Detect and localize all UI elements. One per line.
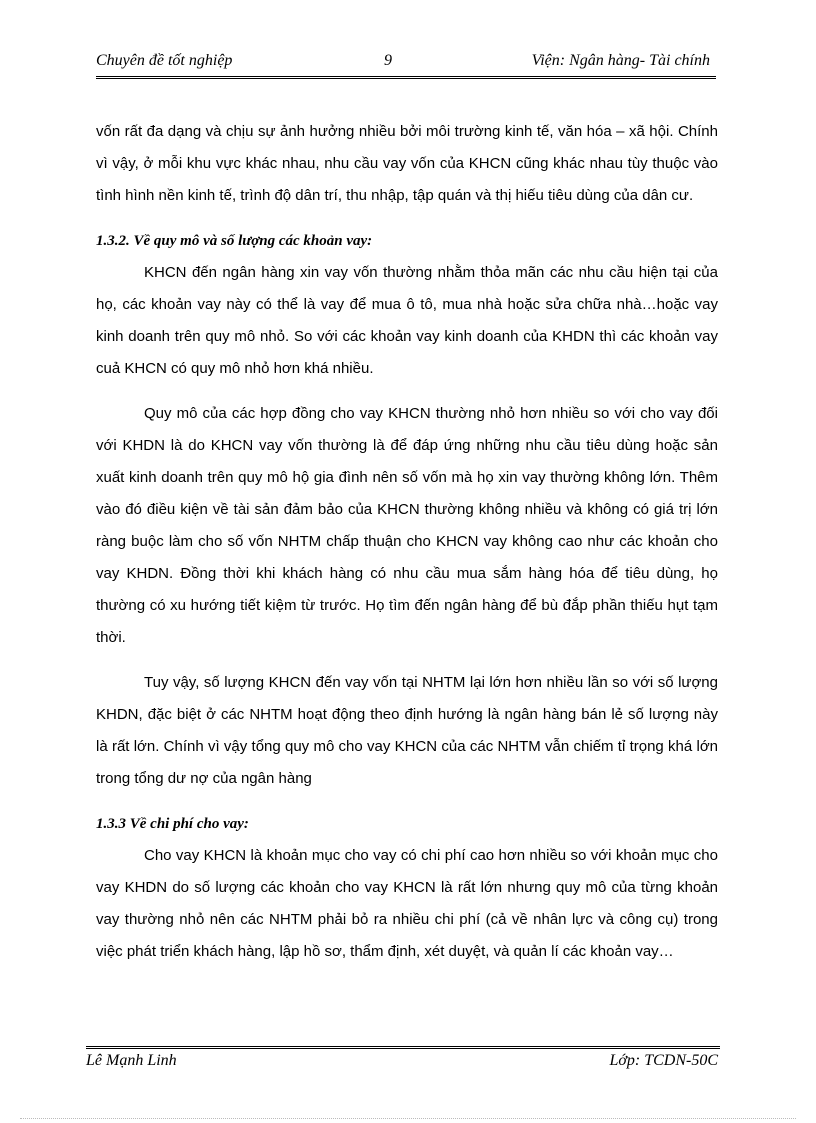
page-footer [86,1052,718,1074]
body-paragraph-5: Cho vay KHCN là khoản mục cho vay có chi phí cao hơn nhiều so với khoản mục cho vay KHDN do số lượng các khoản cho vay KHCN là rất lớn nhưng quy mô của từng khoản vay thường nhỏ nên các NHTM phải bỏ ra nhiều chi phí (cả về nhân lực và công cụ) trong việc phát triển khách hàng, lập hồ sơ, thẩm định, xét duyệt, và quản lí các khoản vay… [96,847,718,960]
body-paragraph-1: vốn rất đa dạng và chịu sự ảnh hưởng nhiều bởi môi trường kinh tế, văn hóa – xã hội. Chính vì vậy, ở mỗi khu vực khác nhau, nhu cầu vay vốn của KHCN cũng khác nhau tùy thuộc vào tình hình nền kinh tế, trình độ dân trí, thu nhập, tập quán và thị hiếu tiêu dùng của dân cư. [96,123,718,204]
header-document-title: Chuyên đề tốt nghiệp [96,52,233,69]
header-institute: Viện: Ngân hàng- Tài chính [531,52,710,69]
page-header [96,52,710,74]
section-heading-1-3-3: 1.3.3 Về chi phí cho vay: [96,816,249,832]
footer-class: Lớp: TCDN-50C [609,1052,718,1069]
body-paragraph-2: KHCN đến ngân hàng xin vay vốn thường nhằm thỏa mãn các nhu cầu hiện tại của họ, các khoản vay này có thể là vay để mua ô tô, mua nhà hoặc sửa chữa nhà…hoặc vay kinh doanh trên quy mô nhỏ. So với các khoản vay kinh doanh của KHDN thì các khoản vay cuả KHCN có quy mô nhỏ hơn khá nhiều. [96,264,718,377]
body-paragraph-3: Quy mô của các hợp đồng cho vay KHCN thường nhỏ hơn nhiều so với cho vay đối với KHDN là do KHCN vay vốn thường là để đáp ứng những nhu cầu tiêu dùng hoặc sản xuất kinh doanh trên quy mô hộ gia đình nên số vốn mà họ xin vay thường không lớn. Thêm vào đó điều kiện về tài sản đảm bảo của KHCN thường không nhiều và không có giá trị lớn ràng buộc làm cho số vốn NHTM chấp thuận cho KHCN vay không cao như các khoản cho vay KHDN. Đồng thời khi khách hàng có nhu cầu mua sắm hàng hóa để tiêu dùng, họ thường có xu hướng tiết kiệm từ trước. Họ tìm đến ngân hàng để bù đắp phần thiếu hụt tạm thời. [96,405,718,646]
page-bottom-edge [20,1118,796,1119]
footer-divider [86,1046,720,1049]
page-body [96,116,718,968]
section-heading-1-3-2: 1.3.2. Về quy mô và số lượng các khoản vay: [96,233,373,249]
header-page-number: 9 [384,52,392,69]
body-paragraph-4: Tuy vậy, số lượng KHCN đến vay vốn tại NHTM lại lớn hơn nhiều lần so với số lượng KHDN, đặc biệt ở các NHTM hoạt động theo định hướng là ngân hàng bán lẻ số lượng này là rất lớn. Chính vì vậy tổng quy mô cho vay KHCN của các NHTM vẫn chiếm tỉ trọng khá lớn trong tổng dư nợ của ngân hàng [96,674,718,787]
footer-author: Lê Mạnh Linh [86,1052,177,1069]
header-divider [96,76,716,79]
